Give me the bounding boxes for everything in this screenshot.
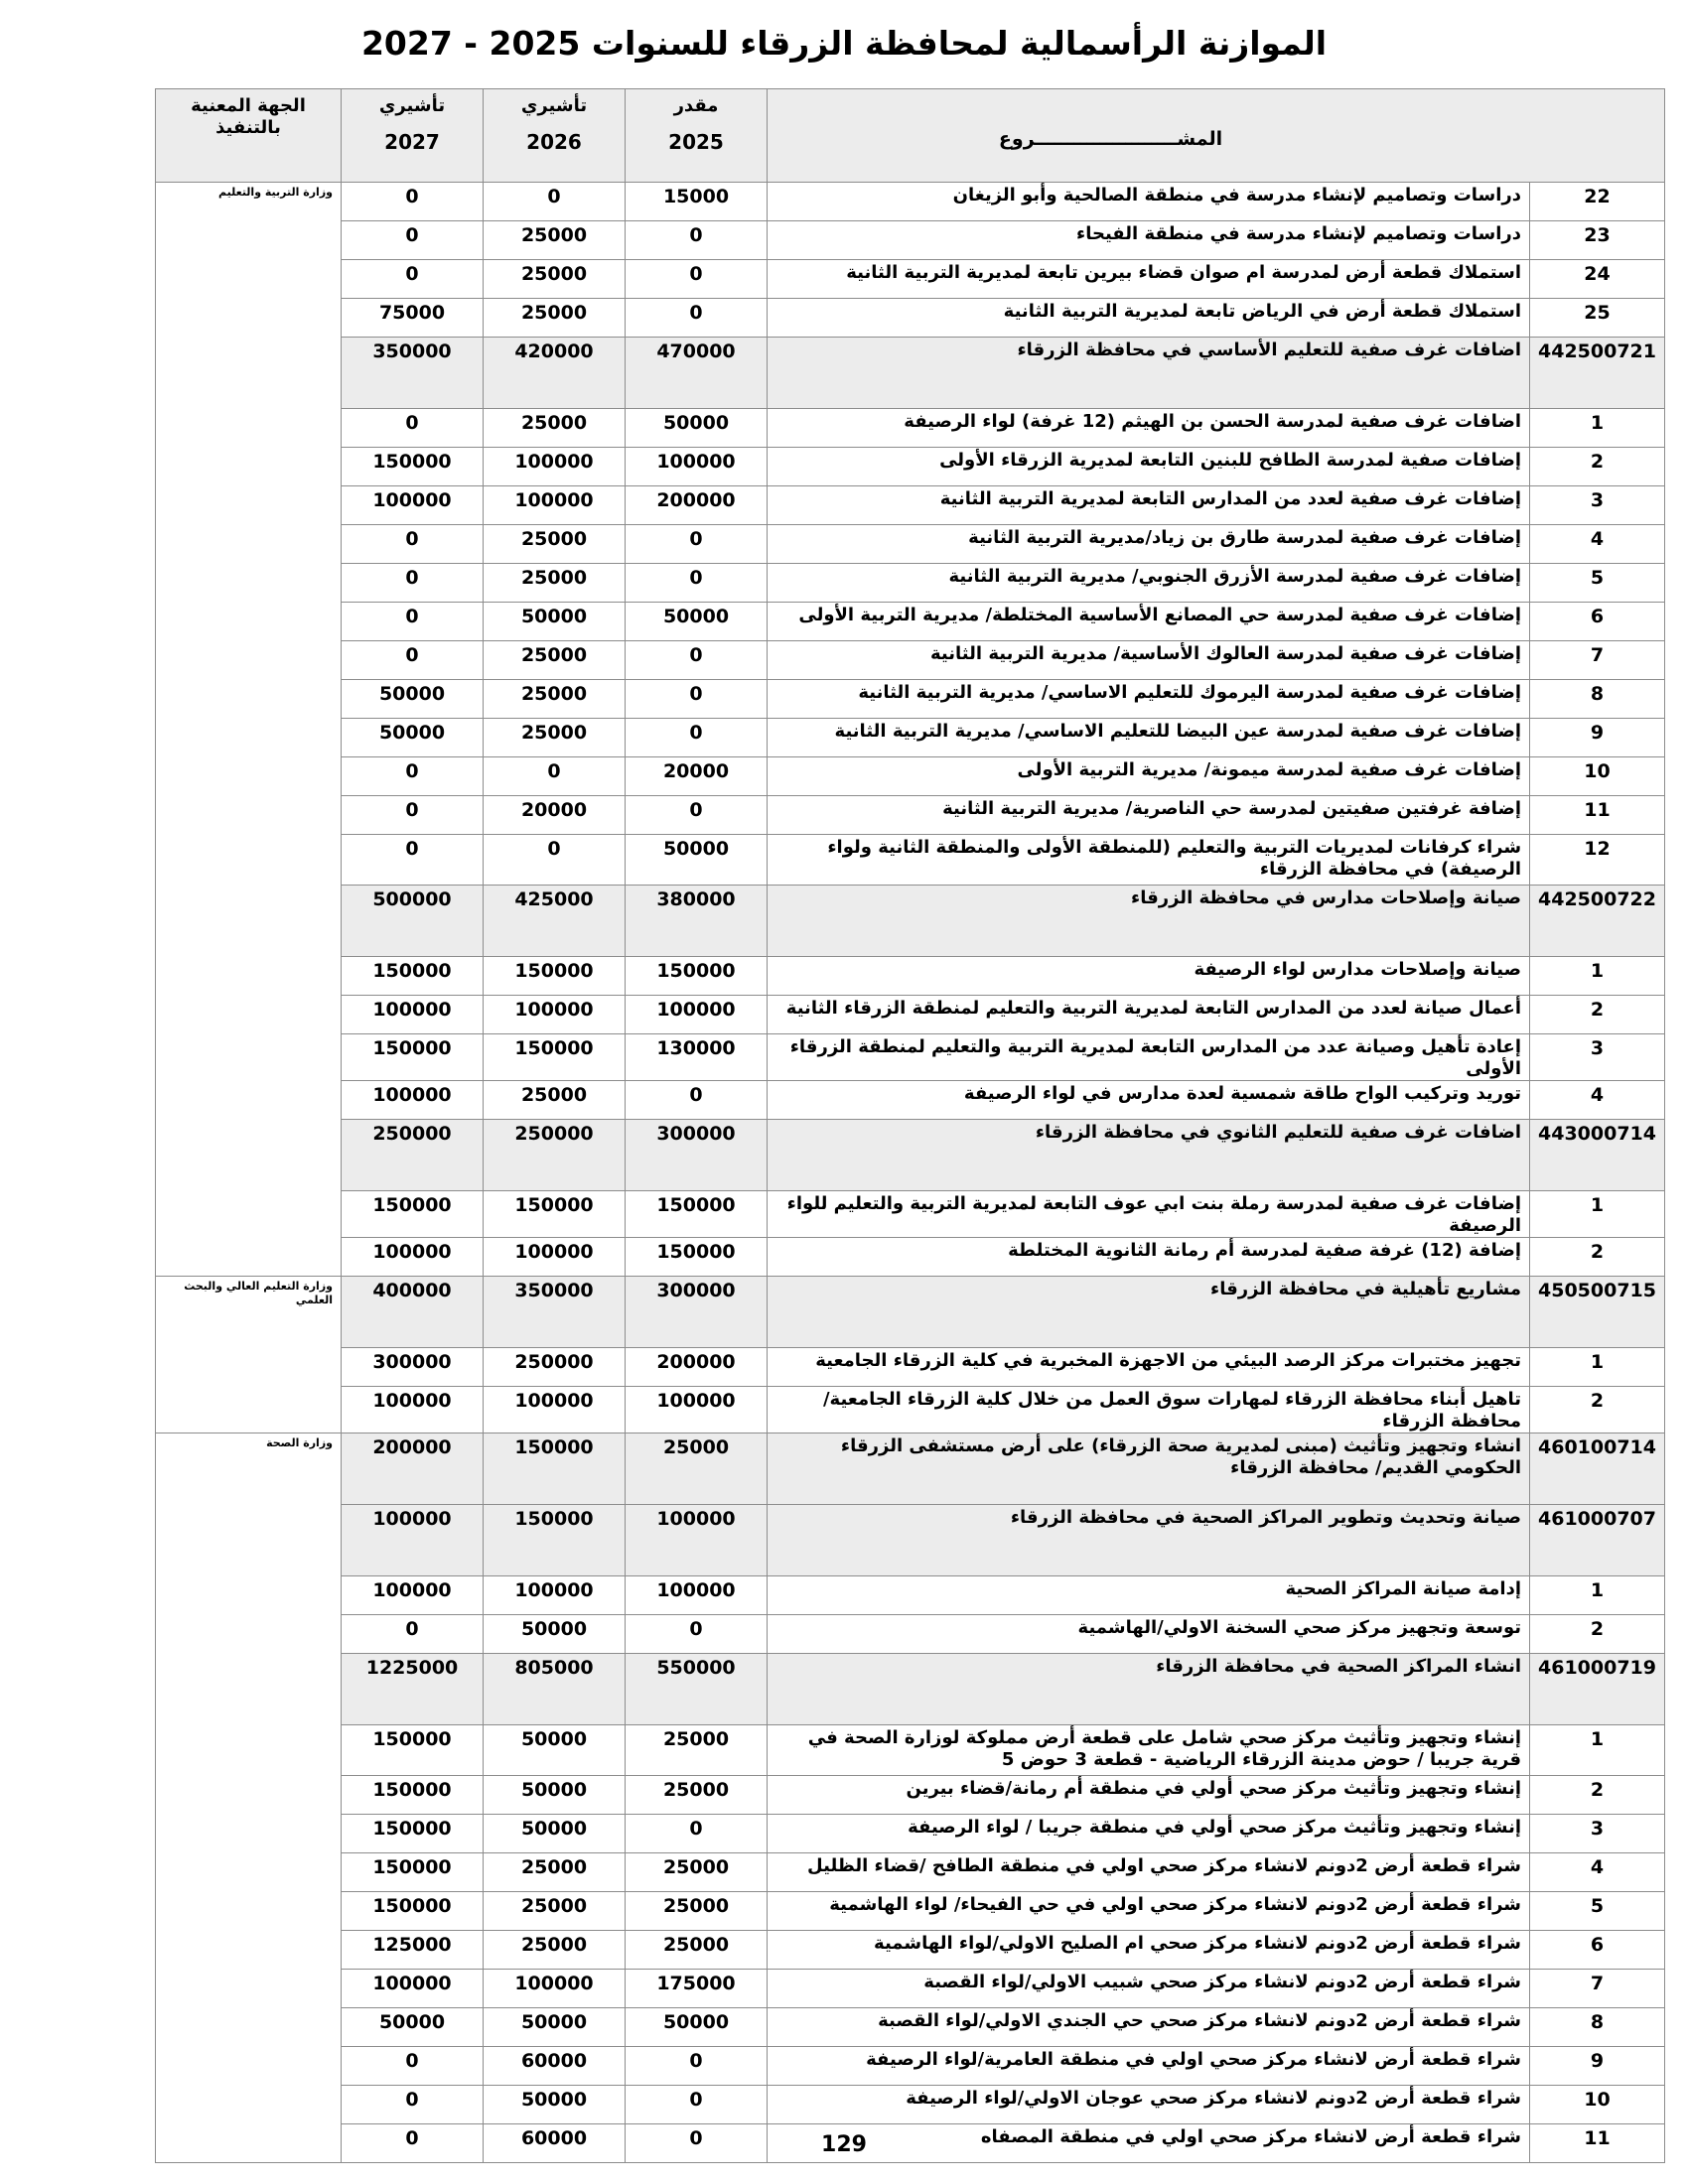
project-code: 1 [1530, 1576, 1665, 1615]
table-row [156, 996, 1665, 1034]
value-2026: 25000 [484, 260, 626, 299]
value-2026: 150000 [484, 1505, 626, 1576]
project-name: شراء قطعة أرض 2دونم لانشاء مركز صحي عوجان الاولي/لواء الرصيفة [768, 2086, 1530, 2124]
project-name: إضافات غرف صفية لمدرسة اليرموك للتعليم الاساسي/ مديرية التربية الثانية [768, 680, 1530, 719]
table-row [156, 719, 1665, 757]
project-code: 442500721 [1530, 338, 1665, 409]
header-2027 [342, 89, 484, 183]
value-2027: 0 [342, 641, 484, 680]
project-name: توسعة وتجهيز مركز صحي السخنة الاولي/الهاشمية [768, 1615, 1530, 1654]
header-agency [156, 89, 342, 183]
project-code: 1 [1530, 1348, 1665, 1387]
project-name: صيانة وإصلاحات مدارس لواء الرصيفة [768, 957, 1530, 996]
table-row [156, 2008, 1665, 2047]
value-2025: 130000 [626, 1034, 768, 1081]
value-2026: 100000 [484, 1576, 626, 1615]
table-row [156, 1191, 1665, 1238]
value-2025: 25000 [626, 1892, 768, 1931]
project-code: 5 [1530, 564, 1665, 603]
table-row [156, 1615, 1665, 1654]
table-row [156, 221, 1665, 260]
project-code: 2 [1530, 1238, 1665, 1277]
value-2026: 25000 [484, 409, 626, 448]
header-2027-year: 2027 [384, 130, 440, 154]
project-name: إنشاء وتجهيز وتأثيث مركز صحي أولي في منطقة أم رمانة/قضاء بيرين [768, 1776, 1530, 1815]
value-2026: 50000 [484, 1725, 626, 1776]
project-name: إضافات غرف صفية لعدد من المدارس التابعة لمديرية التربية الثانية [768, 486, 1530, 525]
value-2027: 0 [342, 835, 484, 886]
value-2026: 100000 [484, 996, 626, 1034]
header-2025-year: 2025 [668, 130, 724, 154]
value-2027: 150000 [342, 1892, 484, 1931]
value-2025: 100000 [626, 1505, 768, 1576]
table-row [156, 957, 1665, 996]
section-row [156, 886, 1665, 957]
value-2027: 0 [342, 796, 484, 835]
value-2027: 50000 [342, 2008, 484, 2047]
project-code: 1 [1530, 1725, 1665, 1776]
header-2026-year: 2026 [526, 130, 582, 154]
value-2026: 250000 [484, 1348, 626, 1387]
header-2027-label: تأشيري [378, 95, 446, 116]
project-code: 2 [1530, 1387, 1665, 1433]
project-name: تجهيز مختبرات مركز الرصد البيئي من الاجهزة المخبرية في كلية الزرقاء الجامعية [768, 1348, 1530, 1387]
value-2027: 0 [342, 564, 484, 603]
value-2025: 0 [626, 221, 768, 260]
project-name: دراسات وتصاميم لإنشاء مدرسة في منطقة الصالحية وأبو الزيغان [768, 183, 1530, 221]
value-2027: 500000 [342, 886, 484, 957]
value-2025: 0 [626, 2047, 768, 2086]
project-name: اضافات غرف صفية للتعليم الثانوي في محافظة الزرقاء [768, 1120, 1530, 1191]
value-2027: 75000 [342, 299, 484, 338]
project-code: 24 [1530, 260, 1665, 299]
table-row [156, 1892, 1665, 1931]
project-name: إضافات غرف صفية لمدرسة عين البيضا للتعليم الاساسي/ مديرية التربية الثانية [768, 719, 1530, 757]
value-2026: 25000 [484, 525, 626, 564]
value-2025: 150000 [626, 1238, 768, 1277]
project-code: 2 [1530, 1776, 1665, 1815]
value-2026: 425000 [484, 886, 626, 957]
value-2027: 100000 [342, 996, 484, 1034]
value-2026: 0 [484, 835, 626, 886]
project-code: 4 [1530, 525, 1665, 564]
table-row [156, 680, 1665, 719]
value-2025: 25000 [626, 1853, 768, 1892]
project-code: 7 [1530, 641, 1665, 680]
project-name: إنشاء وتجهيز وتأثيث مركز صحي شامل على قطعة أرض مملوكة لوزارة الصحة في قرية جريبا / حوض مدينة الزرقاء الرياضية - قطعة 3 حوض 5 [768, 1725, 1530, 1776]
value-2027: 150000 [342, 1034, 484, 1081]
value-2027: 150000 [342, 1725, 484, 1776]
table-row [156, 1725, 1665, 1776]
value-2027: 200000 [342, 1433, 484, 1505]
value-2025: 175000 [626, 1970, 768, 2008]
value-2027: 150000 [342, 1776, 484, 1815]
value-2026: 25000 [484, 221, 626, 260]
value-2026: 150000 [484, 1034, 626, 1081]
value-2026: 50000 [484, 1815, 626, 1853]
project-name: اضافات غرف صفية للتعليم الأساسي في محافظة الزرقاء [768, 338, 1530, 409]
project-code: 22 [1530, 183, 1665, 221]
value-2026: 20000 [484, 796, 626, 835]
value-2026: 25000 [484, 1931, 626, 1970]
project-name: شراء قطعة أرض 2دونم لانشاء مركز صحي اولي في حي الفيحاء/ لواء الهاشمية [768, 1892, 1530, 1931]
value-2027: 125000 [342, 1931, 484, 1970]
section-row [156, 1277, 1665, 1348]
value-2025: 380000 [626, 886, 768, 957]
project-code: 3 [1530, 1815, 1665, 1853]
table-row [156, 796, 1665, 835]
value-2025: 0 [626, 1081, 768, 1120]
header-2026-label: تأشيري [520, 95, 588, 116]
section-row [156, 1654, 1665, 1725]
value-2027: 100000 [342, 1505, 484, 1576]
value-2027: 150000 [342, 1191, 484, 1238]
value-2026: 100000 [484, 448, 626, 486]
value-2026: 150000 [484, 957, 626, 996]
project-name: إضافات غرف صفية لمدرسة ميمونة/ مديرية التربية الأولى [768, 757, 1530, 796]
value-2026: 50000 [484, 603, 626, 641]
header-2025 [626, 89, 768, 183]
project-name: شراء كرفانات لمديريات التربية والتعليم (للمنطقة الأولى والمنطقة الثانية ولواء الرصيفة) في محافظة الزرقاء [768, 835, 1530, 886]
value-2027: 100000 [342, 1081, 484, 1120]
table-row [156, 183, 1665, 221]
project-code: 461000719 [1530, 1654, 1665, 1725]
value-2025: 50000 [626, 603, 768, 641]
table-row [156, 757, 1665, 796]
value-2025: 0 [626, 2086, 768, 2124]
section-row [156, 1505, 1665, 1576]
value-2025: 0 [626, 525, 768, 564]
value-2025: 20000 [626, 757, 768, 796]
value-2027: 250000 [342, 1120, 484, 1191]
value-2026: 100000 [484, 1238, 626, 1277]
value-2026: 50000 [484, 1615, 626, 1654]
value-2027: 50000 [342, 719, 484, 757]
value-2027: 0 [342, 260, 484, 299]
table-row [156, 2086, 1665, 2124]
section-row [156, 1120, 1665, 1191]
project-name: إدامة صيانة المراكز الصحية [768, 1576, 1530, 1615]
project-code: 8 [1530, 680, 1665, 719]
project-name: إضافات صفية لمدرسة الطافح للبنين التابعة لمديرية الزرقاء الأولى [768, 448, 1530, 486]
project-code: 4 [1530, 1081, 1665, 1120]
project-name: إضافة غرفتين صفيتين لمدرسة حي الناصرية/ مديرية التربية الثانية [768, 796, 1530, 835]
value-2025: 0 [626, 641, 768, 680]
value-2027: 0 [342, 525, 484, 564]
value-2025: 0 [626, 260, 768, 299]
value-2026: 805000 [484, 1654, 626, 1725]
project-name: مشاريع تأهيلية في محافظة الزرقاء [768, 1277, 1530, 1348]
table-row [156, 1348, 1665, 1387]
project-name: إنشاء وتجهيز وتأثيث مركز صحي أولي في منطقة جريبا / لواء الرصيفة [768, 1815, 1530, 1853]
project-name: صيانة وتحديث وتطوير المراكز الصحية في محافظة الزرقاء [768, 1505, 1530, 1576]
value-2027: 0 [342, 2124, 484, 2163]
project-code: 2 [1530, 448, 1665, 486]
project-code: 12 [1530, 835, 1665, 886]
project-name: دراسات وتصاميم لإنشاء مدرسة في منطقة الفيحاء [768, 221, 1530, 260]
value-2025: 300000 [626, 1277, 768, 1348]
value-2027: 50000 [342, 680, 484, 719]
value-2026: 25000 [484, 641, 626, 680]
project-name: شراء قطعة أرض 2دونم لانشاء مركز صحي حي الجندي الاولي/لواء القصبة [768, 2008, 1530, 2047]
section-row [156, 338, 1665, 409]
table-row [156, 1387, 1665, 1433]
project-name: إضافات غرف صفية لمدرسة رملة بنت ابي عوف التابعة لمديرية التربية والتعليم للواء الرصيفة [768, 1191, 1530, 1238]
project-code: 23 [1530, 221, 1665, 260]
value-2026: 0 [484, 757, 626, 796]
value-2027: 0 [342, 2047, 484, 2086]
project-code: 7 [1530, 1970, 1665, 2008]
value-2027: 100000 [342, 1970, 484, 2008]
project-code: 461000707 [1530, 1505, 1665, 1576]
value-2025: 200000 [626, 486, 768, 525]
value-2025: 0 [626, 680, 768, 719]
value-2026: 150000 [484, 1433, 626, 1505]
project-name: أعمال صيانة لعدد من المدارس التابعة لمديرية التربية والتعليم لمنطقة الزرقاء الثانية [768, 996, 1530, 1034]
value-2026: 25000 [484, 1081, 626, 1120]
project-code: 460100714 [1530, 1433, 1665, 1505]
value-2025: 0 [626, 299, 768, 338]
value-2027: 0 [342, 603, 484, 641]
value-2027: 0 [342, 1615, 484, 1654]
value-2025: 0 [626, 1815, 768, 1853]
table-row [156, 299, 1665, 338]
value-2026: 50000 [484, 2008, 626, 2047]
value-2025: 100000 [626, 1387, 768, 1433]
project-code: 25 [1530, 299, 1665, 338]
table-row [156, 409, 1665, 448]
table-row [156, 2047, 1665, 2086]
value-2025: 150000 [626, 1191, 768, 1238]
value-2027: 150000 [342, 1853, 484, 1892]
header-agency-line1: الجهة المعنية [191, 95, 306, 116]
project-code: 11 [1530, 796, 1665, 835]
project-name: توريد وتركيب الواح طاقة شمسية لعدة مدارس في لواء الرصيفة [768, 1081, 1530, 1120]
value-2026: 100000 [484, 1970, 626, 2008]
project-name: تاهيل أبناء محافظة الزرقاء لمهارات سوق العمل من خلال كلية الزرقاء الجامعية/محافظة الزرقاء [768, 1387, 1530, 1433]
value-2027: 100000 [342, 1238, 484, 1277]
project-name: شراء قطعة أرض 2دونم لانشاء مركز صحي شبيب الاولي/لواء القصبة [768, 1970, 1530, 2008]
table-header-row [156, 89, 1665, 183]
table-row [156, 260, 1665, 299]
value-2026: 25000 [484, 680, 626, 719]
value-2027: 0 [342, 409, 484, 448]
value-2025: 25000 [626, 1776, 768, 1815]
value-2026: 25000 [484, 1853, 626, 1892]
value-2026: 25000 [484, 299, 626, 338]
budget-table [155, 88, 1665, 2163]
value-2026: 100000 [484, 486, 626, 525]
value-2025: 0 [626, 2124, 768, 2163]
value-2026: 0 [484, 183, 626, 221]
value-2027: 400000 [342, 1277, 484, 1348]
value-2027: 1225000 [342, 1654, 484, 1725]
value-2025: 100000 [626, 448, 768, 486]
header-agency-line2: بالتنفيذ [215, 117, 281, 138]
value-2026: 25000 [484, 1892, 626, 1931]
table-row [156, 1034, 1665, 1081]
value-2025: 50000 [626, 2008, 768, 2047]
value-2025: 470000 [626, 338, 768, 409]
table-row [156, 1853, 1665, 1892]
table-row [156, 1815, 1665, 1853]
value-2025: 50000 [626, 409, 768, 448]
project-name: استملاك قطعة أرض لمدرسة ام صوان قضاء بيرين تابعة لمديرية التربية الثانية [768, 260, 1530, 299]
project-name: استملاك قطعة أرض في الرياض تابعة لمديرية التربية الثانية [768, 299, 1530, 338]
value-2027: 150000 [342, 957, 484, 996]
value-2026: 50000 [484, 1776, 626, 1815]
table-row [156, 564, 1665, 603]
table-row [156, 603, 1665, 641]
header-project: المشــــــــــــــــــــــروع [768, 89, 1665, 183]
value-2026: 350000 [484, 1277, 626, 1348]
project-code: 1 [1530, 957, 1665, 996]
table-row [156, 486, 1665, 525]
value-2026: 25000 [484, 564, 626, 603]
value-2027: 100000 [342, 1576, 484, 1615]
project-code: 1 [1530, 409, 1665, 448]
table-row [156, 448, 1665, 486]
project-code: 3 [1530, 1034, 1665, 1081]
project-code: 443000714 [1530, 1120, 1665, 1191]
value-2025: 100000 [626, 996, 768, 1034]
agency-higher_education: وزارة التعليم العالي والبحث العلمي [156, 1277, 342, 1433]
project-code: 3 [1530, 486, 1665, 525]
value-2027: 0 [342, 2086, 484, 2124]
header-2026 [484, 89, 626, 183]
value-2027: 300000 [342, 1348, 484, 1387]
project-name: صيانة وإصلاحات مدارس في محافظة الزرقاء [768, 886, 1530, 957]
project-name: انشاء وتجهيز وتأثيث (مبنى لمديرية صحة الزرقاء) على أرض مستشفى الزرقاء الحكومي القديم/ محافظة الزرقاء [768, 1433, 1530, 1505]
value-2026: 50000 [484, 2086, 626, 2124]
table-body [156, 183, 1665, 2163]
project-code: 1 [1530, 1191, 1665, 1238]
table-row [156, 1776, 1665, 1815]
table-row [156, 525, 1665, 564]
value-2027: 100000 [342, 486, 484, 525]
value-2025: 25000 [626, 1433, 768, 1505]
value-2026: 60000 [484, 2124, 626, 2163]
project-code: 8 [1530, 2008, 1665, 2047]
value-2027: 0 [342, 183, 484, 221]
page-number: 129 [821, 2132, 867, 2157]
agency-health: وزارة الصحة [156, 1433, 342, 2163]
table-row [156, 1931, 1665, 1970]
value-2025: 550000 [626, 1654, 768, 1725]
table-row [156, 835, 1665, 886]
project-name: شراء قطعة أرض 2دونم لانشاء مركز صحي ام الصليح الاولي/لواء الهاشمية [768, 1931, 1530, 1970]
project-code: 2 [1530, 1615, 1665, 1654]
value-2027: 0 [342, 221, 484, 260]
project-name: شراء قطعة أرض لانشاء مركز صحي اولي في منطقة المصفاه [768, 2124, 1530, 2163]
value-2027: 150000 [342, 1815, 484, 1853]
value-2025: 100000 [626, 1576, 768, 1615]
value-2027: 0 [342, 757, 484, 796]
table-row [156, 1970, 1665, 2008]
value-2027: 150000 [342, 448, 484, 486]
value-2027: 350000 [342, 338, 484, 409]
project-name: شراء قطعة أرض 2دونم لانشاء مركز صحي اولي في منطقة الطافح /قضاء الظليل [768, 1853, 1530, 1892]
project-code: 6 [1530, 603, 1665, 641]
project-code: 450500715 [1530, 1277, 1665, 1348]
value-2026: 100000 [484, 1387, 626, 1433]
project-code: 442500722 [1530, 886, 1665, 957]
value-2025: 0 [626, 796, 768, 835]
value-2025: 0 [626, 719, 768, 757]
agency-education: وزارة التربية والتعليم [156, 183, 342, 1277]
value-2025: 300000 [626, 1120, 768, 1191]
project-name: إعادة تأهيل وصيانة عدد من المدارس التابعة لمديرية التربية والتعليم لمنطقة الزرقاء الأولى [768, 1034, 1530, 1081]
value-2025: 15000 [626, 183, 768, 221]
project-name: اضافات غرف صفية لمدرسة الحسن بن الهيثم (12 غرفة) لواء الرصيفة [768, 409, 1530, 448]
header-2025-label: مقدر [673, 95, 719, 116]
table-row [156, 1576, 1665, 1615]
project-name: إضافة (12) غرفة صفية لمدرسة أم رمانة الثانوية المختلطة [768, 1238, 1530, 1277]
project-code: 11 [1530, 2124, 1665, 2163]
value-2026: 150000 [484, 1191, 626, 1238]
project-code: 4 [1530, 1853, 1665, 1892]
project-name: إضافات غرف صفية لمدرسة العالوك الأساسية/ مديرية التربية الثانية [768, 641, 1530, 680]
project-code: 9 [1530, 2047, 1665, 2086]
project-code: 5 [1530, 1892, 1665, 1931]
project-name: إضافات غرف صفية لمدرسة الأزرق الجنوبي/ مديرية التربية الثانية [768, 564, 1530, 603]
value-2026: 420000 [484, 338, 626, 409]
value-2025: 200000 [626, 1348, 768, 1387]
project-code: 6 [1530, 1931, 1665, 1970]
value-2025: 25000 [626, 1931, 768, 1970]
project-code: 2 [1530, 996, 1665, 1034]
value-2026: 250000 [484, 1120, 626, 1191]
table-row [156, 641, 1665, 680]
value-2025: 0 [626, 1615, 768, 1654]
value-2026: 25000 [484, 719, 626, 757]
value-2025: 25000 [626, 1725, 768, 1776]
value-2026: 60000 [484, 2047, 626, 2086]
project-code: 9 [1530, 719, 1665, 757]
section-row [156, 1433, 1665, 1505]
project-name: شراء قطعة أرض لانشاء مركز صحي اولي في منطقة العامرية/لواء الرصيفة [768, 2047, 1530, 2086]
value-2027: 100000 [342, 1387, 484, 1433]
project-code: 10 [1530, 2086, 1665, 2124]
table-row [156, 1238, 1665, 1277]
value-2025: 50000 [626, 835, 768, 886]
value-2025: 0 [626, 564, 768, 603]
project-name: انشاء المراكز الصحية في محافظة الزرقاء [768, 1654, 1530, 1725]
page-title: الموازنة الرأسمالية لمحافظة الزرقاء للسنوات 2025 - 2027 [360, 24, 1328, 63]
project-code: 10 [1530, 757, 1665, 796]
project-name: إضافات غرف صفية لمدرسة حي المصانع الأساسية المختلطة/ مديرية التربية الأولى [768, 603, 1530, 641]
project-name: إضافات غرف صفية لمدرسة طارق بن زياد/مديرية التربية الثانية [768, 525, 1530, 564]
table-row [156, 1081, 1665, 1120]
value-2025: 150000 [626, 957, 768, 996]
